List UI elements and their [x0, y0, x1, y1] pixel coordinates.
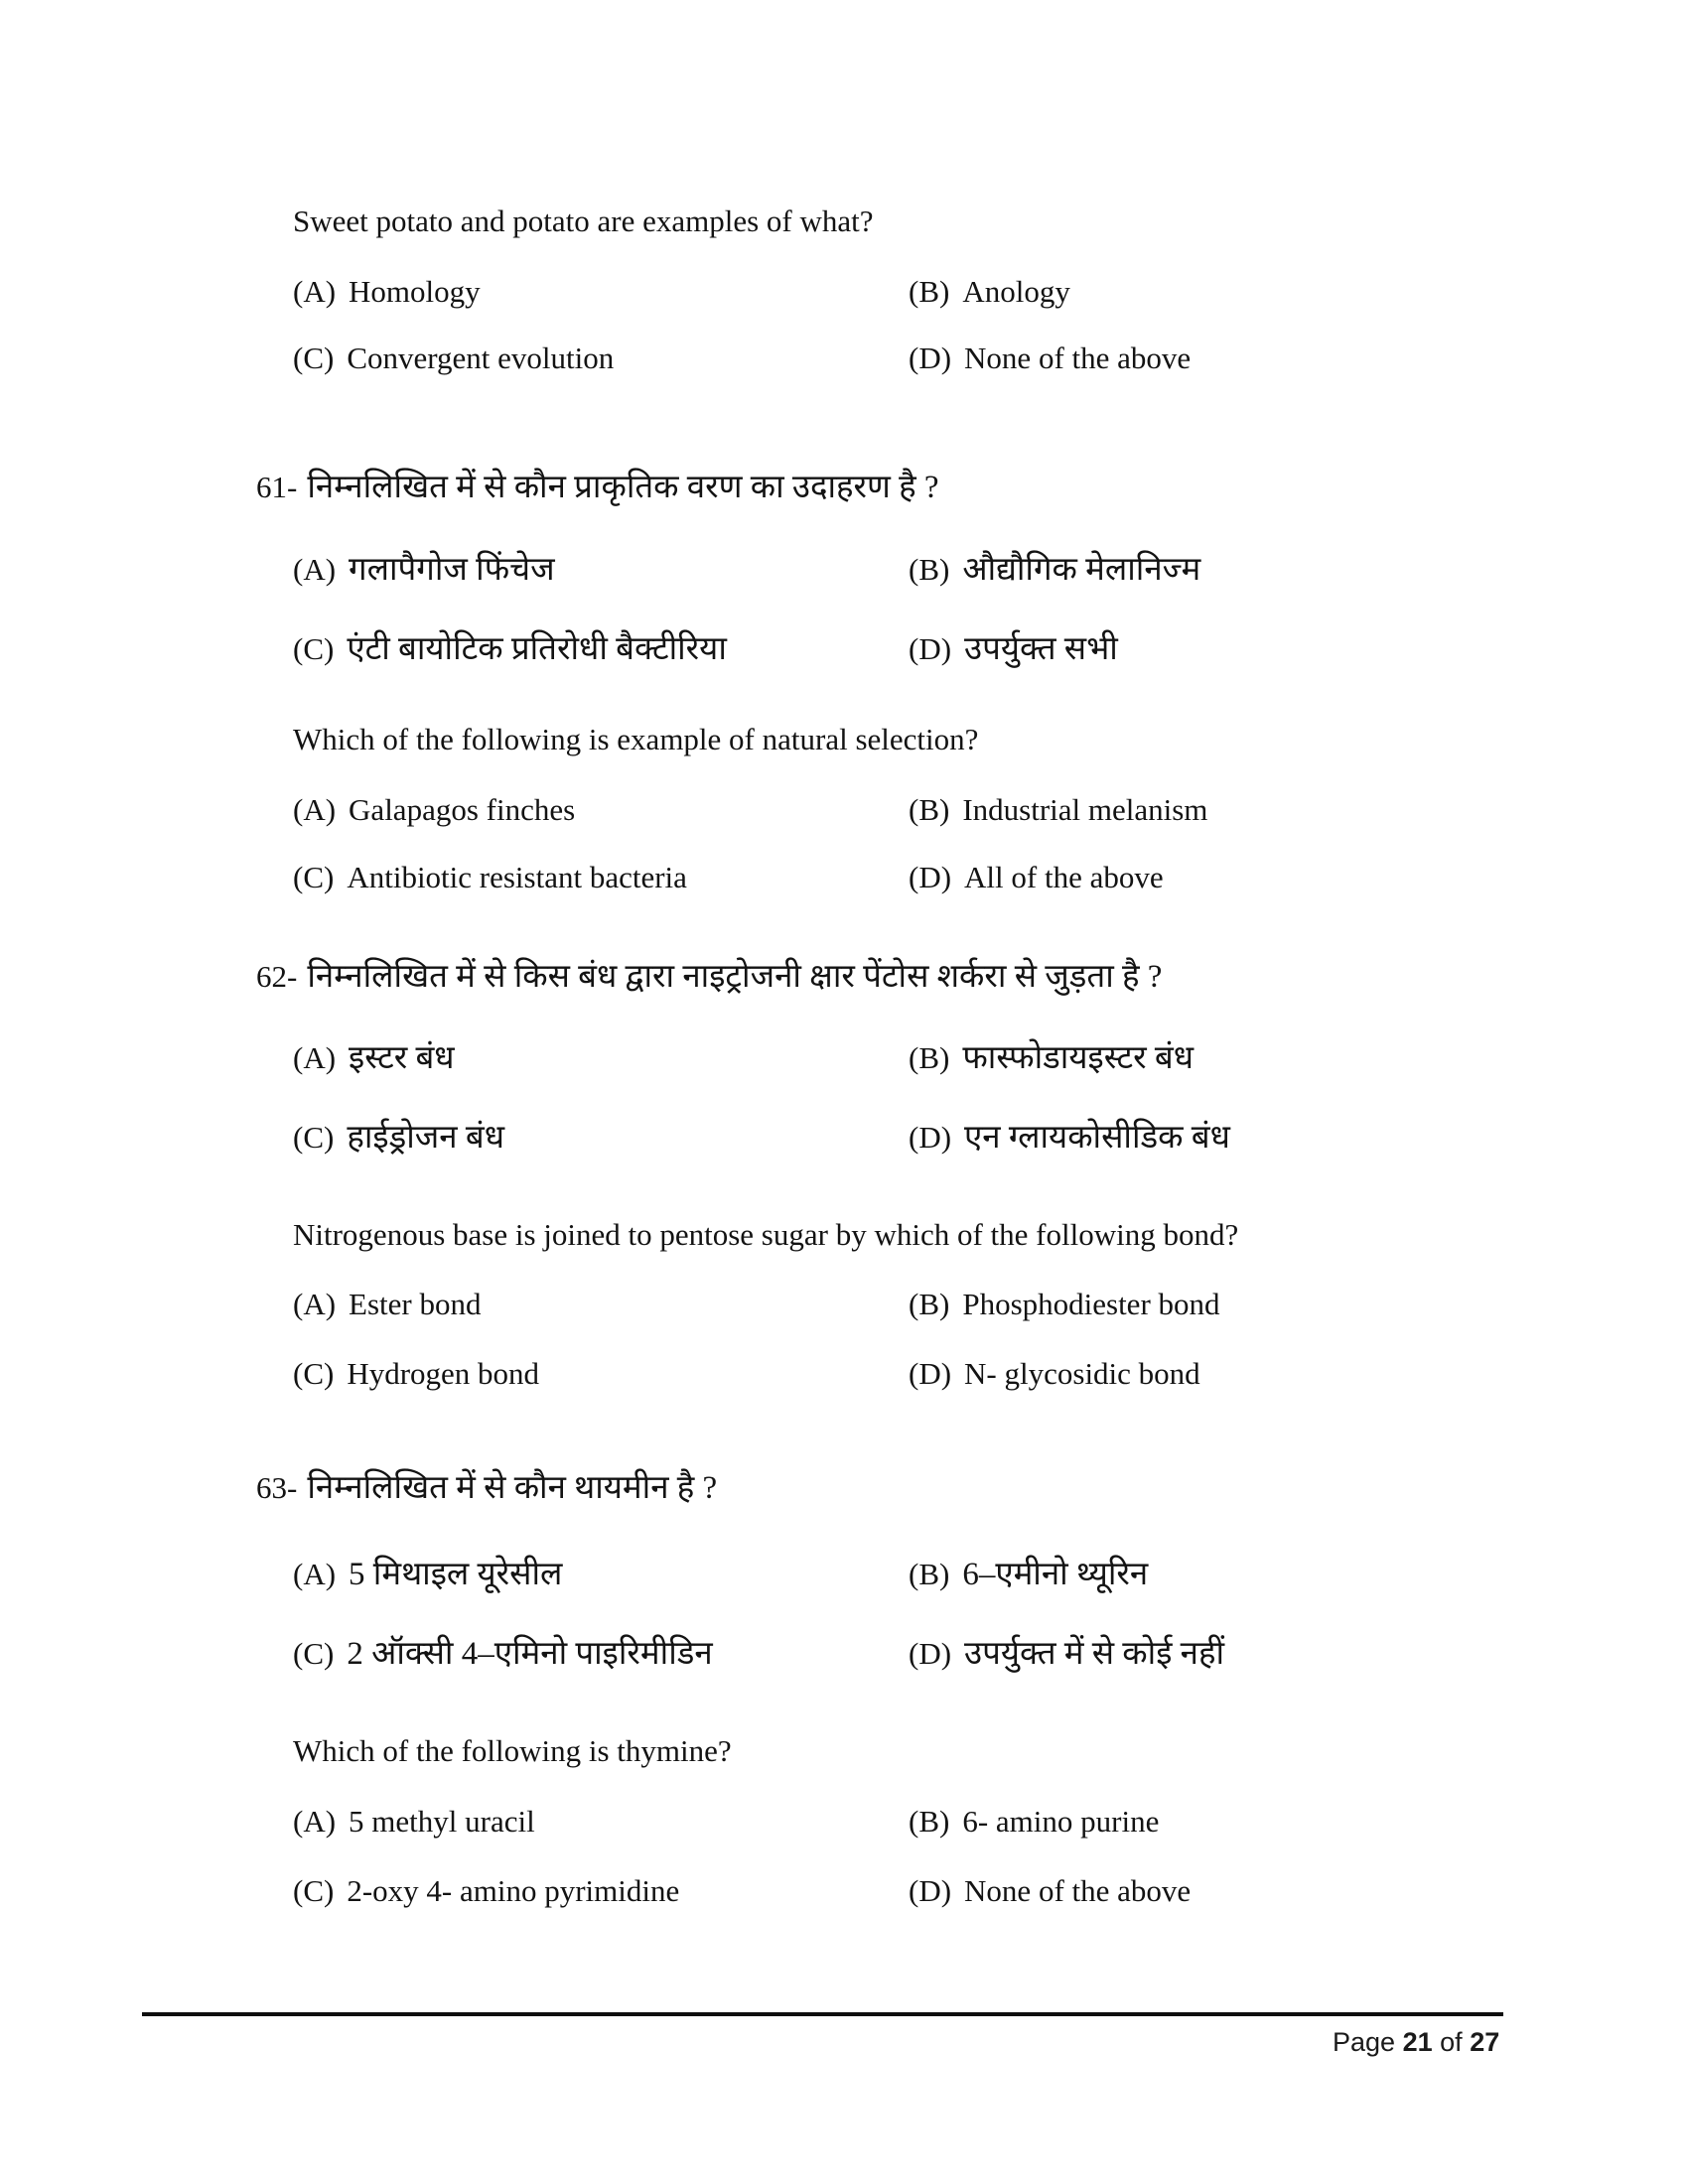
question-text-english: Sweet potato and potato are examples of what? — [293, 204, 874, 238]
question-text-hindi: निम्नलिखित में से किस बंध द्वारा नाइट्रोजनी क्षार पेंटोस शर्करा से जुड़ता है ? — [307, 959, 1163, 995]
option — [293, 1040, 455, 1078]
option-label: (A) — [293, 1040, 337, 1075]
option — [909, 1287, 1220, 1322]
option-label: (C) — [293, 1873, 335, 1908]
option-text: Phosphodiester bond — [962, 1287, 1220, 1321]
option-label: (A) — [293, 274, 337, 309]
option-text: 2 ऑक्सी 4–एमिनो पाइरिमीडिन — [347, 1636, 713, 1672]
option-text: उपर्युक्त में से कोई नहीं — [964, 1636, 1225, 1672]
option-label: (A) — [293, 1557, 337, 1591]
option-text: Hydrogen bond — [347, 1356, 540, 1391]
option — [909, 1557, 1148, 1594]
option — [909, 1356, 1200, 1392]
option-label: (B) — [909, 1804, 950, 1839]
option-text: Galapagos finches — [349, 792, 576, 827]
option-label: (D) — [909, 860, 952, 894]
option — [909, 860, 1164, 895]
option — [293, 1873, 679, 1909]
question-line — [256, 959, 1162, 997]
option-label: (B) — [909, 792, 950, 827]
option — [293, 1804, 535, 1840]
question-number: 62- — [256, 959, 298, 994]
question-line — [256, 470, 939, 507]
option-label: (A) — [293, 552, 337, 587]
question-text-english: Which of the following is example of natural selection? — [293, 722, 979, 756]
option-text: None of the above — [964, 1873, 1192, 1908]
option-text: None of the above — [964, 341, 1192, 375]
option-text: Antibiotic resistant bacteria — [347, 860, 687, 894]
question-number: 63- — [256, 1470, 298, 1505]
option-text: Homology — [349, 274, 481, 309]
option-text: 6–एमीनो थ्यूरिन — [962, 1557, 1149, 1592]
option-label: (C) — [293, 631, 335, 666]
option-text: 5 मिथाइल यूरेसील — [349, 1557, 563, 1592]
option — [293, 341, 614, 376]
option-text: Convergent evolution — [347, 341, 615, 375]
option — [909, 1636, 1224, 1674]
option — [909, 341, 1191, 376]
option — [293, 631, 727, 669]
option-text: Anology — [962, 274, 1070, 309]
option — [293, 860, 687, 895]
option-label: (C) — [293, 1356, 335, 1391]
option-text: गलापैगोज फिंचेज — [349, 552, 555, 588]
option-label: (D) — [909, 1120, 952, 1155]
option-text: Industrial melanism — [962, 792, 1208, 827]
option — [909, 1873, 1191, 1909]
option-text: एंटी बायोटिक प्रतिरोधी बैक्टीरिया — [347, 631, 727, 667]
option-text: फास्फोडायइस्टर बंध — [962, 1040, 1195, 1076]
option-label: (D) — [909, 1356, 952, 1391]
option — [909, 1804, 1159, 1840]
option-label: (B) — [909, 1287, 950, 1321]
option-label: (B) — [909, 1040, 950, 1075]
option — [293, 274, 481, 310]
option — [293, 1120, 504, 1158]
page-label: Page — [1333, 2027, 1396, 2057]
option-label: (D) — [909, 341, 952, 375]
option-label: (C) — [293, 341, 335, 375]
option-label: (C) — [293, 1120, 335, 1155]
option-text: उपर्युक्त सभी — [964, 631, 1118, 667]
question-text-hindi: निम्नलिखित में से कौन प्राकृतिक वरण का उदाहरण है ? — [307, 470, 939, 505]
option — [909, 552, 1200, 590]
option-label: (A) — [293, 1804, 337, 1839]
option-text: N- glycosidic bond — [964, 1356, 1200, 1391]
option — [909, 631, 1118, 669]
question-text-hindi: निम्नलिखित में से कौन थायमीन है ? — [307, 1470, 718, 1506]
of-label: of — [1440, 2027, 1463, 2057]
option — [293, 792, 575, 828]
option-label: (C) — [293, 860, 335, 894]
option — [293, 1356, 539, 1392]
option-label: (B) — [909, 1557, 950, 1591]
option-text: एन ग्लायकोसीडिक बंध — [964, 1120, 1230, 1156]
option — [909, 274, 1070, 310]
option-label: (A) — [293, 792, 337, 827]
option — [293, 1287, 482, 1322]
option — [909, 1120, 1230, 1158]
option — [909, 792, 1207, 828]
option-label: (D) — [909, 1873, 952, 1908]
option-label: (B) — [909, 552, 950, 587]
option-label: (C) — [293, 1636, 335, 1671]
total-pages: 27 — [1470, 2027, 1500, 2057]
question-line — [256, 1470, 717, 1508]
option-label: (D) — [909, 1636, 952, 1671]
option-text: 2-oxy 4- amino pyrimidine — [347, 1873, 680, 1908]
question-number: 61- — [256, 470, 298, 504]
option-text: इस्टर बंध — [349, 1040, 455, 1076]
option-label: (B) — [909, 274, 950, 309]
option-text: 6- amino purine — [962, 1804, 1160, 1839]
option-text: 5 methyl uracil — [349, 1804, 535, 1839]
current-page: 21 — [1402, 2027, 1433, 2057]
option — [293, 552, 555, 590]
option — [909, 1040, 1194, 1078]
question-text-english: Nitrogenous base is joined to pentose sugar by which of the following bond? — [293, 1217, 1239, 1252]
page-indicator — [1333, 2027, 1499, 2058]
option — [293, 1636, 713, 1674]
option-text: Ester bond — [349, 1287, 482, 1321]
option — [293, 1557, 562, 1594]
option-text: औद्यौगिक मेलानिज्म — [962, 552, 1201, 588]
option-text: All of the above — [964, 860, 1164, 894]
question-text-english: Which of the following is thymine? — [293, 1733, 732, 1768]
footer-divider — [142, 2012, 1503, 2016]
option-label: (D) — [909, 631, 952, 666]
option-text: हाईड्रोजन बंध — [347, 1120, 504, 1156]
option-label: (A) — [293, 1287, 337, 1321]
